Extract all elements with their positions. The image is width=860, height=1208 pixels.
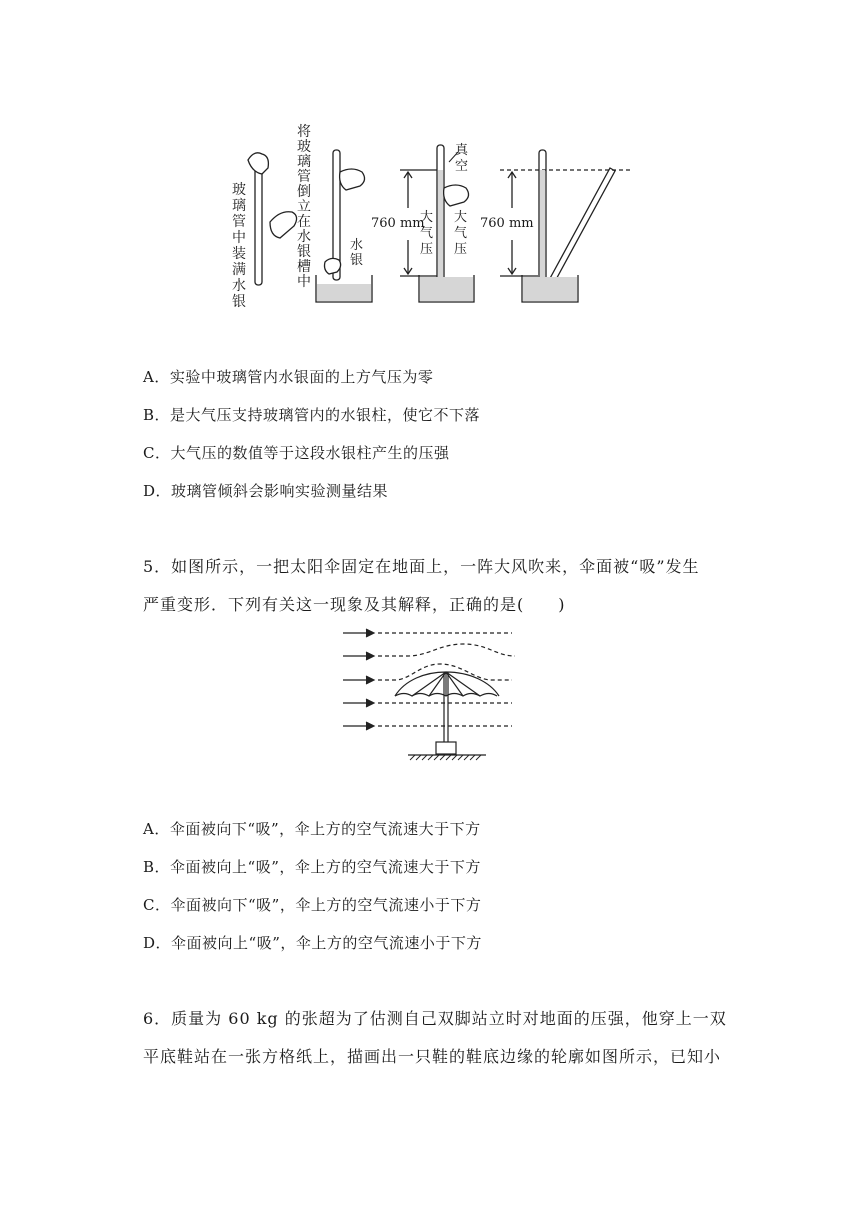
q4-option-b: B．是大气压支持玻璃管内的水银柱，使它不下落 (143, 406, 481, 424)
umbrella-wind-figure (0, 620, 860, 770)
label-vacuum: 真空 (455, 143, 469, 174)
q5-option-d: D．伞面被向上“吸”，伞上方的空气流速小于下方 (143, 934, 482, 952)
q6-stem-line1: 6．质量为 60 kg 的张超为了估测自己双脚站立时对地面的压强，他穿上一双 (143, 1009, 727, 1028)
label-pressure-right: 大气压 (454, 210, 468, 257)
label-pressure-left: 大气压 (420, 210, 434, 257)
label-mercury: 水银 (350, 238, 364, 268)
q5-stem-line2: 严重变形．下列有关这一现象及其解释，正确的是( ) (143, 595, 566, 614)
label-height-760-b: 760 mm (480, 216, 534, 231)
label-invert-tube: 将玻璃管倒立在水银槽中 (297, 124, 311, 290)
q5-option-b: B．伞面被向上“吸”，伞上方的空气流速大于下方 (143, 858, 481, 876)
label-fill-with-mercury: 玻璃管中装满水银 (232, 182, 246, 310)
label-height-760-a: 760 mm (371, 216, 425, 231)
q5-option-a: A．伞面被向下“吸”，伞上方的空气流速大于下方 (143, 820, 481, 838)
q5-stem-line1: 5．如图所示，一把太阳伞固定在地面上，一阵大风吹来，伞面被“吸”发生 (143, 557, 700, 576)
q4-option-d: D．玻璃管倾斜会影响实验测量结果 (143, 482, 389, 500)
q4-option-c: C．大气压的数值等于这段水银柱产生的压强 (143, 444, 450, 462)
q4-option-a: A．实验中玻璃管内水银面的上方气压为零 (143, 368, 434, 386)
q6-stem-line2: 平底鞋站在一张方格纸上，描画出一只鞋的鞋底边缘的轮廓如图所示，已知小 (143, 1047, 722, 1066)
torricelli-experiment-figure (0, 0, 860, 320)
q5-option-c: C．伞面被向下“吸”，伞上方的空气流速小于下方 (143, 896, 482, 914)
